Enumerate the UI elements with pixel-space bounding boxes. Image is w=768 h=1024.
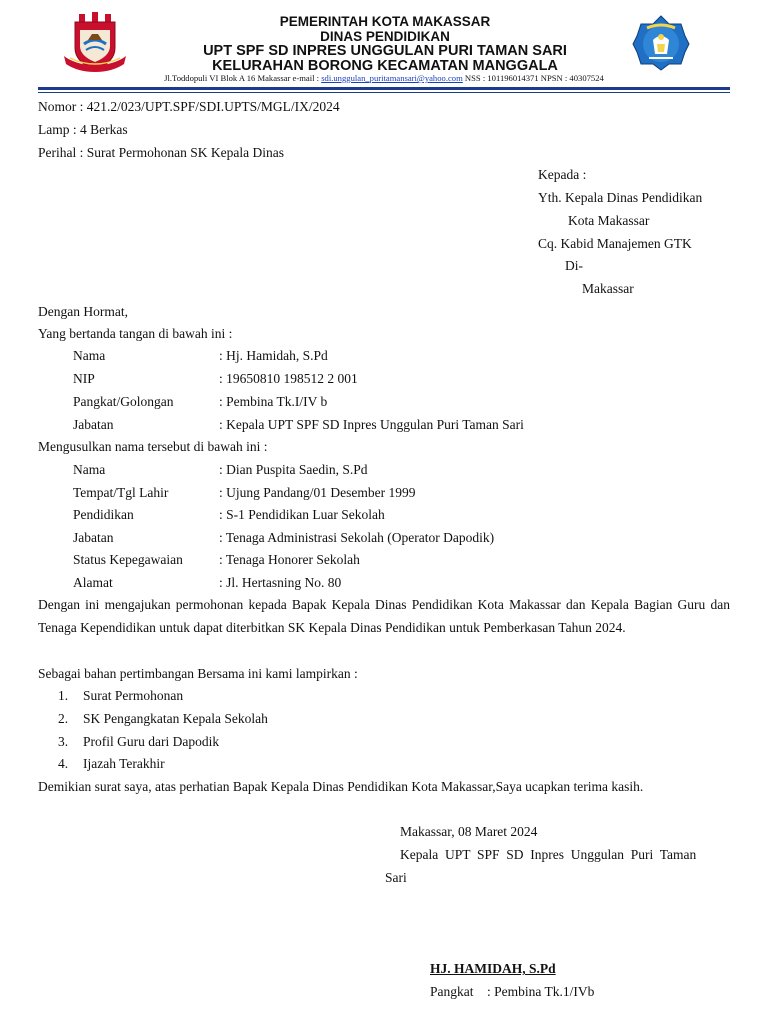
letterhead-department: DINAS PENDIDIKAN <box>320 29 450 44</box>
list-item: Surat Permohonan <box>83 688 184 703</box>
closing-sentence: Demikian surat saya, atas perhatian Bapak Kepala Dinas Pendidikan Kota Makassar,Saya ucapkan terima kasih. <box>38 779 644 794</box>
letterhead-rule-thin <box>38 92 730 93</box>
list-item-number: 2. <box>58 711 69 726</box>
proposed-row <box>73 552 360 568</box>
signature-title-line-1: Kepala UPT SPF SD Inpres Unggulan Puri Taman <box>400 847 697 862</box>
signature-place-date: Makassar, 08 Maret 2024 <box>400 824 538 839</box>
signer-row <box>73 371 358 387</box>
field-value: : Tenaga Administrasi Sekolah (Operator Dapodik) <box>219 530 495 545</box>
field-value: : Tenaga Honorer Sekolah <box>219 552 360 567</box>
field-label: Jabatan <box>73 530 114 545</box>
field-label: Pendidikan <box>73 507 134 522</box>
field-value: : Kepala UPT SPF SD Inpres Unggulan Puri Taman Sari <box>219 417 524 432</box>
field-label: Alamat <box>73 575 113 590</box>
recipient-line-4: Di- <box>565 258 583 273</box>
letter-attachment-count: Lamp : 4 Berkas <box>38 122 128 137</box>
email-link[interactable]: sdi.unggulan_puritamansari@yahoo.com <box>321 73 463 83</box>
letterhead-government: PEMERINTAH KOTA MAKASSAR <box>279 14 491 29</box>
greeting: Dengan Hormat, <box>38 304 128 319</box>
field-label: Status Kepegawaian <box>73 552 183 567</box>
field-label: Nama <box>73 348 106 363</box>
makassar-city-emblem <box>62 12 128 74</box>
field-value: : Dian Puspita Saedin, S.Pd <box>219 462 368 477</box>
letterhead-school: UPT SPF SD INPRES UNGGULAN PURI TAMAN SARI <box>203 43 567 59</box>
list-item: Profil Guru dari Dapodik <box>83 734 220 749</box>
recipient-line-2: Kota Makassar <box>568 213 650 228</box>
field-label: Pangkat/Golongan <box>73 394 174 409</box>
letterhead-district: KELURAHAN BORONG KECAMATAN MANGGALA <box>212 58 558 74</box>
list-item-number: 4. <box>58 756 69 771</box>
field-label: NIP <box>73 371 95 386</box>
letterhead-rule-thick <box>38 87 730 90</box>
list-item-number: 1. <box>58 688 69 703</box>
field-value: : Pembina Tk.I/IV b <box>219 394 328 409</box>
list-item: SK Pengangkatan Kepala Sekolah <box>83 711 268 726</box>
list-item: Ijazah Terakhir <box>83 756 165 771</box>
tut-wuri-handayani-emblem <box>631 14 691 72</box>
recipient-line-3: Cq. Kabid Manajemen GTK <box>538 236 692 251</box>
signer-intro: Yang bertanda tangan di bawah ini : <box>38 326 233 341</box>
address-text: Jl.Toddopuli VI Blok A 16 Makassar e-mail : <box>164 73 322 83</box>
recipient-label: Kepada : <box>538 167 587 182</box>
signer-row <box>73 348 328 364</box>
field-value: : Ujung Pandang/01 Desember 1999 <box>219 485 416 500</box>
attachments-intro: Sebagai bahan pertimbangan Bersama ini kami lampirkan : <box>38 666 358 681</box>
recipient-line-1: Yth. Kepala Dinas Pendidikan <box>538 190 703 205</box>
field-label: Tempat/Tgl Lahir <box>73 485 169 500</box>
letter-number: Nomor : 421.2/023/UPT.SPF/SDI.UPTS/MGL/IX/2024 <box>38 99 340 114</box>
letter-subject: Perihal : Surat Permohonan SK Kepala Dinas <box>38 145 284 160</box>
signer-row <box>73 417 524 433</box>
field-value: : 19650810 198512 2 001 <box>219 371 358 386</box>
field-value: : Hj. Hamidah, S.Pd <box>219 348 328 363</box>
proposed-row <box>73 507 385 523</box>
signer-name: HJ. HAMIDAH, S.Pd <box>430 961 556 976</box>
signer-row <box>73 394 328 410</box>
request-paragraph: Dengan ini mengajukan permohonan kepada Bapak Kepala Dinas Pendidikan Kota Makassar dan Kepala Bagian Guru dan Tenaga Kependidikan untuk dapat diterbitkan SK Kepala Dinas Pendidikan untuk Pemberkasan Tahun 2024. <box>38 597 730 635</box>
signature-title-line-2: Sari <box>385 870 407 885</box>
proposed-row <box>73 485 416 501</box>
field-label: Nama <box>73 462 106 477</box>
proposed-intro: Mengusulkan nama tersebut di bawah ini : <box>38 439 268 454</box>
recipient-line-5: Makassar <box>582 281 634 296</box>
proposed-row <box>73 530 495 546</box>
field-label: Jabatan <box>73 417 114 432</box>
field-value: : S-1 Pendidikan Luar Sekolah <box>219 507 385 522</box>
field-value: : Jl. Hertasning No. 80 <box>219 575 342 590</box>
proposed-row <box>73 462 368 478</box>
proposed-row <box>73 575 342 591</box>
school-codes: NSS : 101196014371 NPSN : 40307524 <box>462 73 604 83</box>
signer-rank: Pangkat : Pembina Tk.1/IVb <box>430 984 595 999</box>
letterhead-address <box>0 73 768 83</box>
list-item-number: 3. <box>58 734 69 749</box>
